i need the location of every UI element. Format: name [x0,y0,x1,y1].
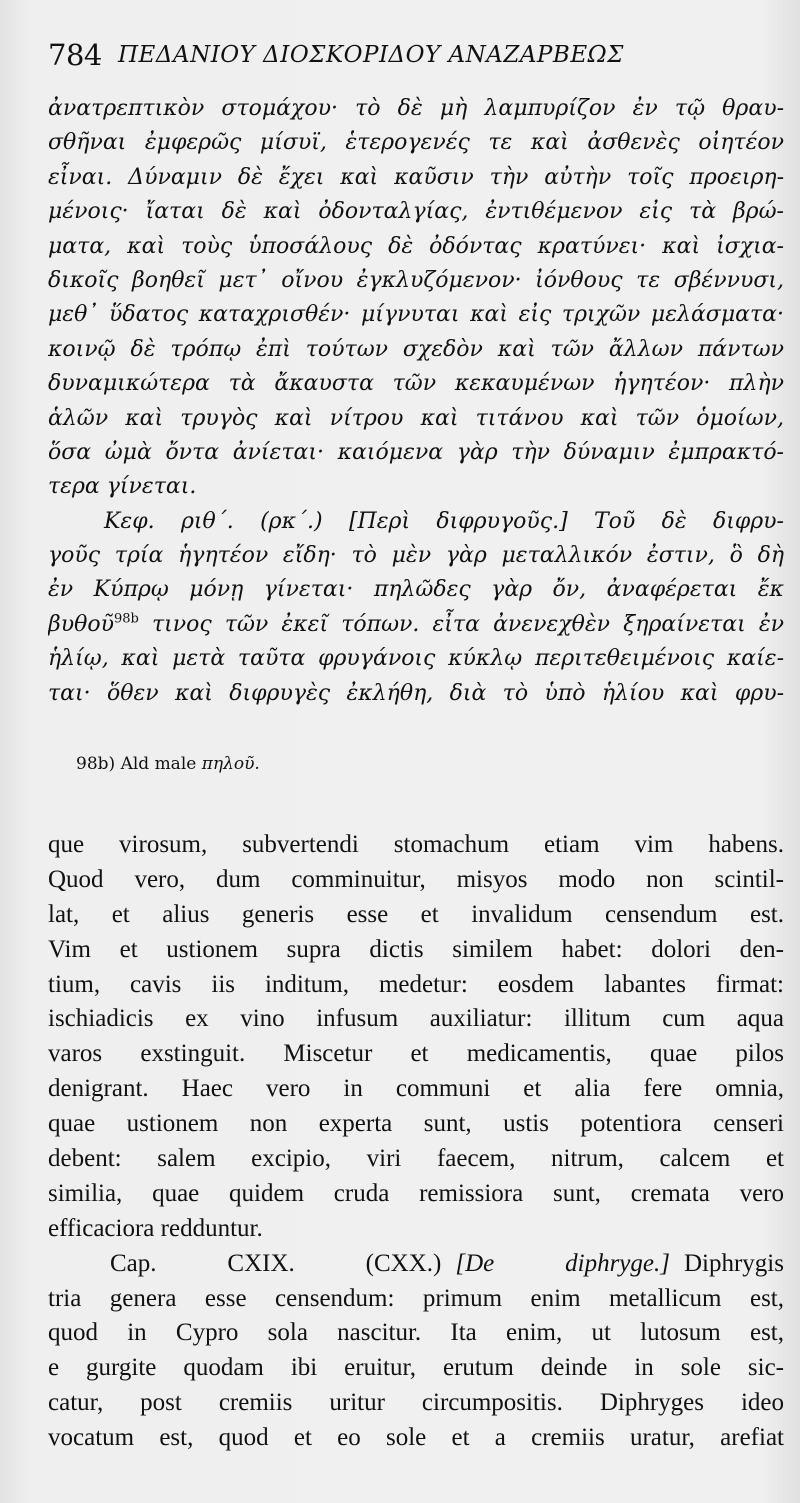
footnote [76,752,260,776]
latin-text-block [48,828,784,1456]
latin-line: denigrant. Haec vero in communi et alia fere omnia, [48,1075,784,1103]
greek-text-block [48,92,784,711]
greek-line: σθῆναι ἐμφερῶς μίσυϊ, ἑτερογενές τε καὶ ἀσθενὲς οἰητέον [48,130,784,156]
greek-line: ται· ὅθεν καὶ διφρυγὲς ἐκλήθη, διὰ τὸ ὑπὸ ἡλίου καὶ φρυ- [48,680,784,706]
greek-line: ἁλῶν καὶ τρυγὸς καὶ νίτρου καὶ τιτάνου καὶ τῶν ὁμοίων, [48,405,784,431]
latin-chapter-title: [De diphryge.] [455,1249,670,1277]
footnote-text: Ald male [120,754,197,774]
page-header [0,32,800,82]
latin-chapter-heading [48,1247,784,1282]
latin-line: Quod vero, dum comminuitur, misyos modo non scintil- [48,865,784,893]
footnote-marker: 98b) [76,754,116,774]
latin-line: debent: salem excipio, viri faecem, nitrum, calcem et [48,1145,784,1173]
greek-line: ἡλίῳ, καὶ μετὰ ταῦτα φρυγάνοις κύκλῳ περιτεθειμένοις καίε- [48,646,784,672]
latin-line: similia, quae quidem cruda remissiora sunt, cremata vero [48,1179,784,1207]
greek-line: ὅσα ὠμὰ ὄντα ἀνίεται· καιόμενα γὰρ τὴν δύναμιν ἐμπρακτό- [48,439,784,465]
greek-line: εἶναι. Δύναμιν δὲ ἔχει καὶ καῦσιν τὴν αὐτὴν τοῖς προειρη- [48,164,784,190]
footnote-greek: πηλοῦ. [201,754,260,774]
greek-line: κοινῷ δὲ τρόπῳ ἐπὶ τούτων σχεδὸν καὶ τῶν ἄλλων πάντων [48,336,784,362]
latin-line: vocatum est, quod et eo sole et a cremiis uratur, arefiat [48,1424,784,1452]
latin-line: quae ustionem non experta sunt, ustis potentiora censeri [48,1110,784,1138]
greek-line: ματα, καὶ τοὺς ὑποσάλους δὲ ὀδόντας κρατύνει· καὶ ἰσχια- [48,233,784,259]
latin-line: que virosum, subvertendi stomachum etiam vim habens. [48,831,784,858]
greek-line: δυναμικώτερα τὰ ἄκαυστα τῶν κεκαυμένων ἡγητέον· πλὴν [48,371,784,397]
latin-line: tria genera esse censendum: primum enim metallicum est, [48,1284,784,1312]
greek-chapter-heading: Κεφ. ριθ΄. (ρκ΄.) [Περὶ διφρυγοῦς.] Τοῦ δὲ διφρυ- [104,508,784,534]
latin-chapter-first-word: Diphrygis [683,1249,784,1277]
latin-line: ischiadicis ex vino infusum auxiliatur: illitum cum aqua [48,1005,784,1033]
greek-line: ἐν Κύπρῳ μόνῃ γίνεται· πηλῶδες γὰρ ὄν, ἀναφέρεται ἔκ [48,577,784,603]
latin-line: varos exstinguit. Miscetur et medicamentis, quae pilos [48,1040,784,1068]
greek-line-with-note [48,608,784,642]
greek-line: ἀνατρεπτικὸν στομάχου· τὸ δὲ μὴ λαμπυρίζον ἐν τῷ θραυ- [48,96,784,121]
latin-line: quod in Cypro sola nascitur. Ita enim, ut lutosum est, [48,1319,784,1347]
latin-line: tium, cavis iis inditum, medetur: eosdem labantes firmat: [48,970,784,998]
latin-line: efficaciora redduntur. [48,1214,263,1242]
greek-line: γοῦς τρία ἡγητέον εἴδη· τὸ μὲν γὰρ μεταλλικόν ἐστιν, ὃ δὴ [48,543,784,569]
latin-line: lat, et alius generis esse et invalidum censendum est. [48,900,784,928]
greek-word: βυθοῦ [48,611,114,637]
greek-line: μένοις· ἴαται δὲ καὶ ὀδονταλγίας, ἐντιθέμενον εἰς τὰ βρώ- [48,199,784,225]
footnote-reference: 98b [113,611,139,627]
greek-line-rest: τινος τῶν ἐκεῖ τόπων. εἶτα ἀνενεχθὲν ξηραίνεται ἐν [151,611,784,637]
latin-line: e gurgite quodam ibi eruitur, erutum deinde in sole sic- [48,1354,784,1382]
running-title: ΠΕΔΑΝΙΟΥ ΔΙΟΣΚΟΡΙΔΟΥ ΑΝΑΖΑΡΒΕΩΣ [118,42,624,68]
latin-line: catur, post cremiis uritur circumpositis. Diphryges ideo [48,1389,784,1417]
latin-chapter-number: Cap. CXIX. (CXX.) [110,1249,442,1277]
greek-line: τερα γίνεται. [48,474,197,500]
greek-line: μεθ᾽ ὕδατος καταχρισθέν· μίγνυται καὶ εἰς τριχῶν μελάσματα· [48,302,784,328]
greek-line: δικοῖς βοηθεῖ μετ᾽ οἴνου ἐγκλυζόμενον· ἰόνθους τε σβέννυσι, [48,267,784,293]
latin-line: Vim et ustionem supra dictis similem habet: dolori den- [48,935,784,963]
page-number: 784 [48,38,102,72]
